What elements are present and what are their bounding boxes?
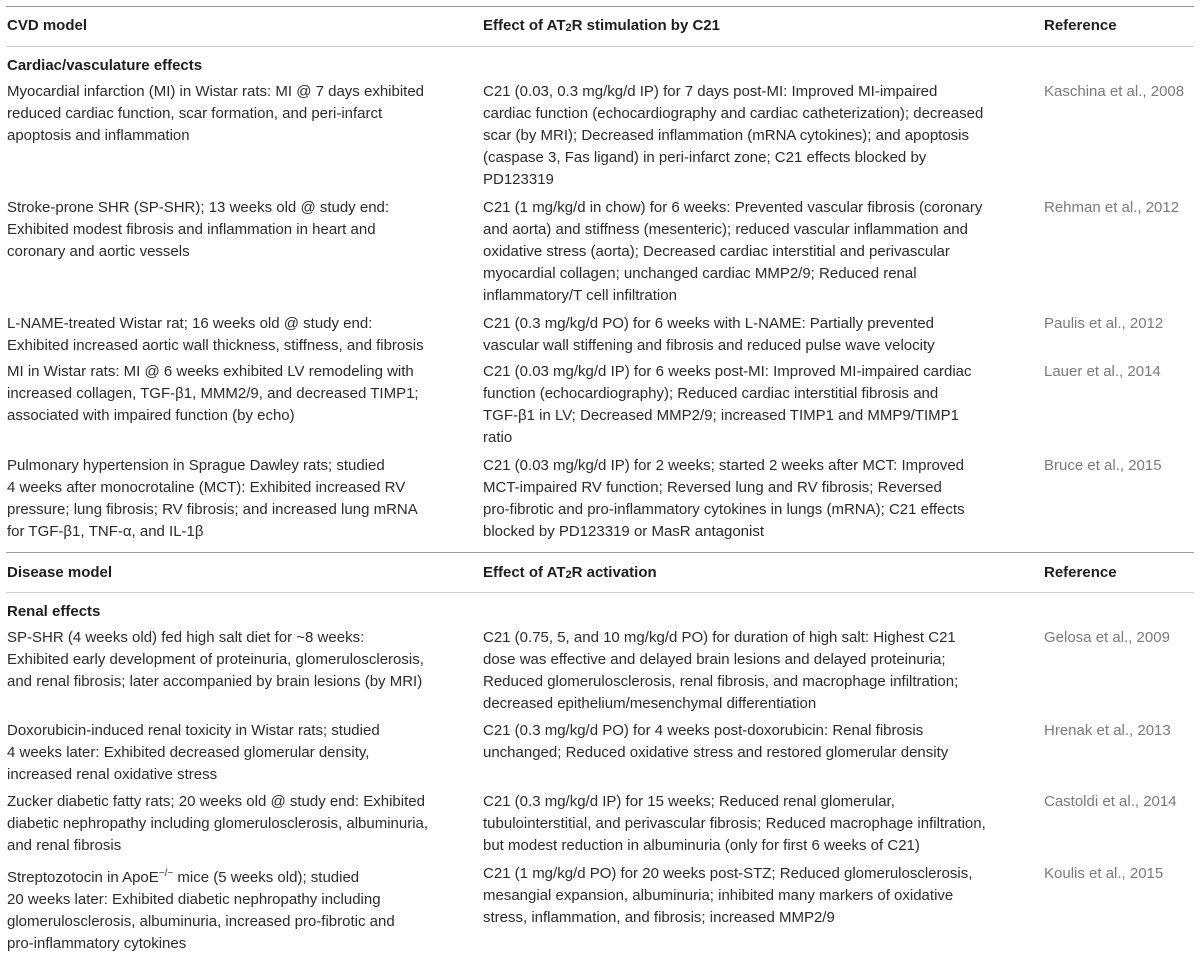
model-cell: SP-SHR (4 weeks old) fed high salt diet for ~8 weeks: Exhibited early development of proteinuria, glomerulosclerosis, and renal fibrosis; later accompanied by brain lesions (by MRI): [7, 629, 424, 690]
reference-cell: Rehman et al., 2012: [1044, 199, 1180, 216]
header-reference-2: Reference: [1044, 564, 1117, 581]
mid-table-rule: [6, 552, 1194, 553]
section-renal: Renal effects: [7, 603, 101, 620]
reference-cell: Castoldi et al., 2014: [1044, 793, 1177, 810]
reference-cell: Gelosa et al., 2009: [1044, 629, 1170, 646]
header-cvd-model: CVD model: [7, 17, 88, 34]
header-effect-activation: Effect of $AT_2R$ activation: [483, 564, 657, 581]
model-cell: Zucker diabetic fatty rats; 20 weeks old @ study end: Exhibited diabetic nephropathy including glomerulosclerosis, albuminuria, and renal fibrosis: [7, 793, 429, 854]
effect-cell: C21 (0.3 mg/kg/d PO) for 6 weeks with L-NAME: Partially prevented vascular wall stiffening and fibrosis and reduced pulse wave velocity: [483, 315, 935, 354]
effect-cell: C21 (0.03, 0.3 mg/kg/d IP) for 7 days post-MI: Improved MI-impaired cardiac function (echocardiography and cardiac catheterization); decreased scar (by MRI); Decreased inflammation (mRNA cytokines); and apoptosis (caspase 3, Fas ligand) in peri-infarct zone; C21 effects blocked by PD123319: [483, 83, 984, 188]
header-effect: Effect of $AT_2R$ stimulation by C21: [483, 17, 720, 34]
effect-cell: C21 (0.03 mg/kg/d IP) for 6 weeks post-MI: Improved MI-impaired cardiac function (echocardiography); Reduced cardiac interstitial fibrosis and TGF-β1 in LV; Decreased MMP2/9; increased TIMP1 and MMP9/TIMP1 ratio: [483, 363, 972, 446]
model-cell: Doxorubicin-induced renal toxicity in Wistar rats; studied 4 weeks later: Exhibited decreased glomerular density, increased renal oxidative stress: [7, 722, 380, 783]
effect-cell: C21 (0.3 mg/kg/d PO) for 4 weeks post-doxorubicin: Renal fibrosis unchanged; Reduced oxidative stress and restored glomerular density: [483, 722, 949, 761]
model-cell: MI in Wistar rats: MI @ 6 weeks exhibited LV remodeling with increased collagen, TGF-β1, MMM2/9, and decreased TIMP1; associated with impaired function (by echo): [7, 363, 419, 424]
reference-cell: Kaschina et al., 2008: [1044, 83, 1185, 100]
effect-cell: C21 (1 mg/kg/d PO) for 20 weeks post-STZ; Reduced glomerulosclerosis, mesangial expansion, albuminuria; inhibited many markers of oxidative stress, inflammation, and fibrosis; increased MMP2/9: [483, 865, 973, 926]
header-rule-2: [6, 592, 1194, 593]
header-reference: Reference: [1044, 17, 1117, 34]
model-cell: Streptozotocin in ApoE−/− mice (5 weeks old); studied 20 weeks later: Exhibited diabetic nephropathy including glomerulosclerosis, albuminuria, increased pro-fibrotic and pro-inflammatory cytokines: [7, 868, 395, 952]
section-cardiac-vasculature: Cardiac/vasculature effects: [7, 57, 203, 74]
reference-cell: Koulis et al., 2015: [1044, 865, 1164, 882]
header-rule: [6, 46, 1194, 47]
model-cell: Stroke-prone SHR (SP-SHR); 13 weeks old @ study end: Exhibited modest fibrosis and inflammation in heart and coronary and aortic vessels: [7, 199, 390, 260]
effect-cell: C21 (0.3 mg/kg/d IP) for 15 weeks; Reduced renal glomerular, tubulointerstitial, and perivascular fibrosis; Reduced macrophage infiltration, but modest reduction in albuminuria (only for first 6 weeks of C21): [483, 793, 986, 854]
effect-cell: C21 (1 mg/kg/d in chow) for 6 weeks: Prevented vascular fibrosis (coronary and aorta) and stiffness (mesenteric); reduced vascular inflammation and oxidative stress (aorta); Decreased cardiac interstitial and perivascular myocardial collagen; unchanged cardiac MMP2/9; Reduced renal inflammatory/T cell infiltration: [483, 199, 983, 304]
effect-cell: C21 (0.75, 5, and 10 mg/kg/d PO) for duration of high salt: Highest C21 dose was effective and delayed brain lesions and delayed proteinuria; Reduced glomerulosclerosis, renal fibrosis, and macrophage infiltration; decreased epithelium/mesenchymal differentiation: [483, 629, 959, 712]
model-cell: Pulmonary hypertension in Sprague Dawley rats; studied 4 weeks after monocrotaline (MCT): Exhibited increased RV pressure; lung fibrosis; RV fibrosis; and increased lung mRNA for TGF-β1, TNF-α, and IL-1β: [7, 457, 418, 540]
model-cell: L-NAME-treated Wistar rat; 16 weeks old @ study end: Exhibited increased aortic wall thickness, stiffness, and fibrosis: [7, 315, 424, 354]
reference-cell: Hrenak et al., 2013: [1044, 722, 1171, 739]
reference-cell: Lauer et al., 2014: [1044, 363, 1161, 380]
table-top-rule: [6, 6, 1194, 7]
effect-cell: C21 (0.03 mg/kg/d IP) for 2 weeks; started 2 weeks after MCT: Improved MCT-impaired RV function; Reversed lung and RV fibrosis; Reversed pro-fibrotic and pro-inflammatory cytokines in lungs (mRNA); C21 effects blocked by PD123319 or MasR antagonist: [483, 457, 965, 540]
reference-cell: Bruce et al., 2015: [1044, 457, 1162, 474]
model-cell: Myocardial infarction (MI) in Wistar rats: MI @ 7 days exhibited reduced cardiac function, scar formation, and peri-infarct apoptosis and inflammation: [7, 83, 425, 144]
header-disease-model: Disease model: [7, 564, 113, 581]
reference-cell: Paulis et al., 2012: [1044, 315, 1164, 332]
